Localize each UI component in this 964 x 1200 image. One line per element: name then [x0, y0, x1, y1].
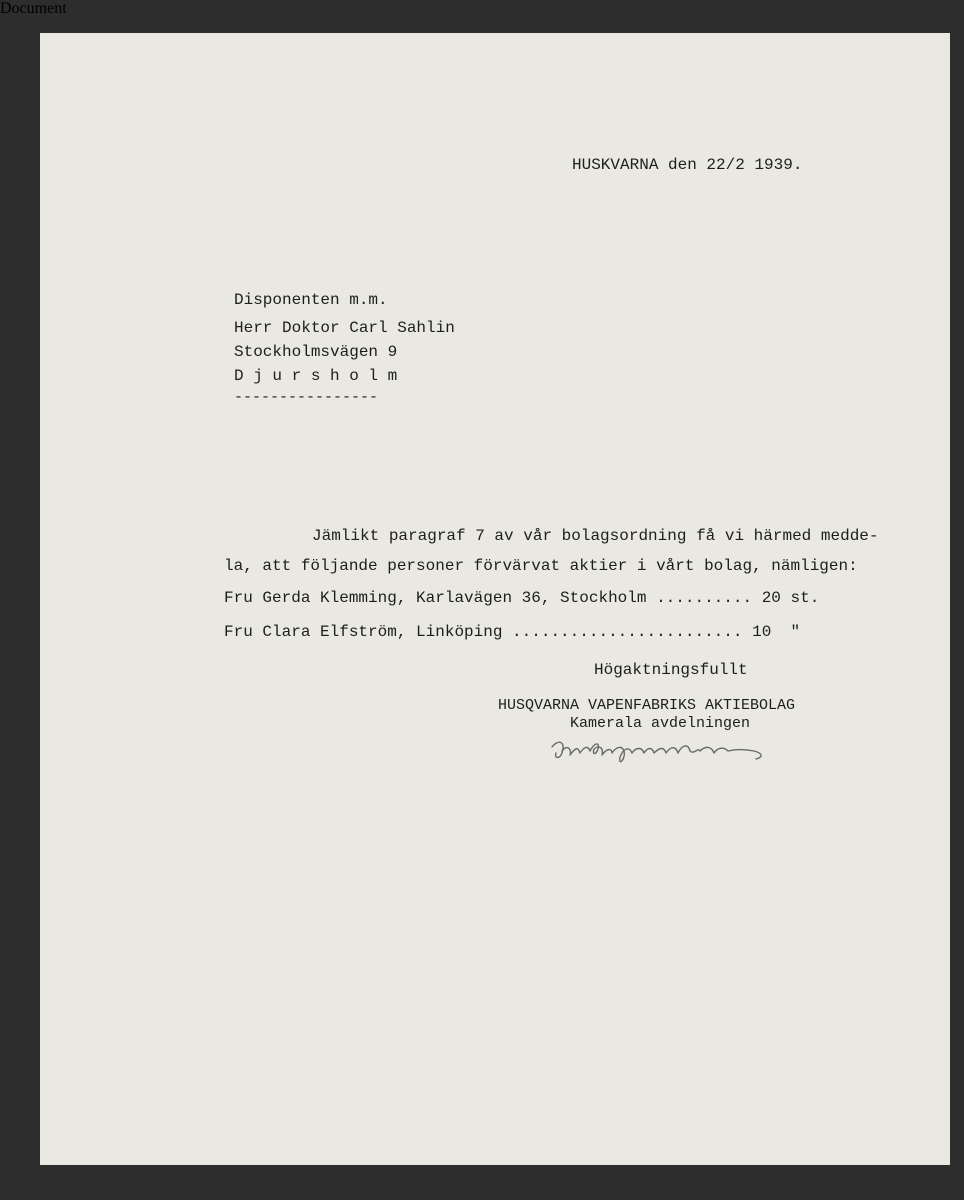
company-name: HUSQVARNA VAPENFABRIKS AKTIEBOLAG	[498, 697, 796, 714]
letter-page	[40, 33, 950, 1165]
dateline: HUSKVARNA den 22/2 1939.	[572, 156, 803, 174]
body-line-1: Jämlikt paragraf 7 av vår bolagsordning få vi härmed medde-	[312, 527, 879, 545]
shareholder-entry-1: Fru Gerda Klemming, Karlavägen 36, Stockholm .......... 20 st.	[224, 589, 820, 607]
body-line-2: la, att följande personer förvärvat aktier i vårt bolag, nämligen:	[224, 557, 858, 575]
department-name: Kamerala avdelningen	[570, 715, 751, 732]
recipient-street: Stockholmsvägen 9	[234, 343, 398, 361]
closing-salutation: Högaktningsfullt	[594, 661, 748, 679]
recipient-name: Herr Doktor Carl Sahlin	[234, 319, 455, 337]
signature-icon	[548, 733, 774, 773]
recipient-city: D j u r s h o l m	[234, 367, 398, 385]
recipient-underline: ----------------	[234, 389, 379, 406]
recipient-title: Disponenten m.m.	[234, 291, 388, 309]
shareholder-entry-2: Fru Clara Elfström, Linköping ........................ 10 "	[224, 623, 801, 641]
